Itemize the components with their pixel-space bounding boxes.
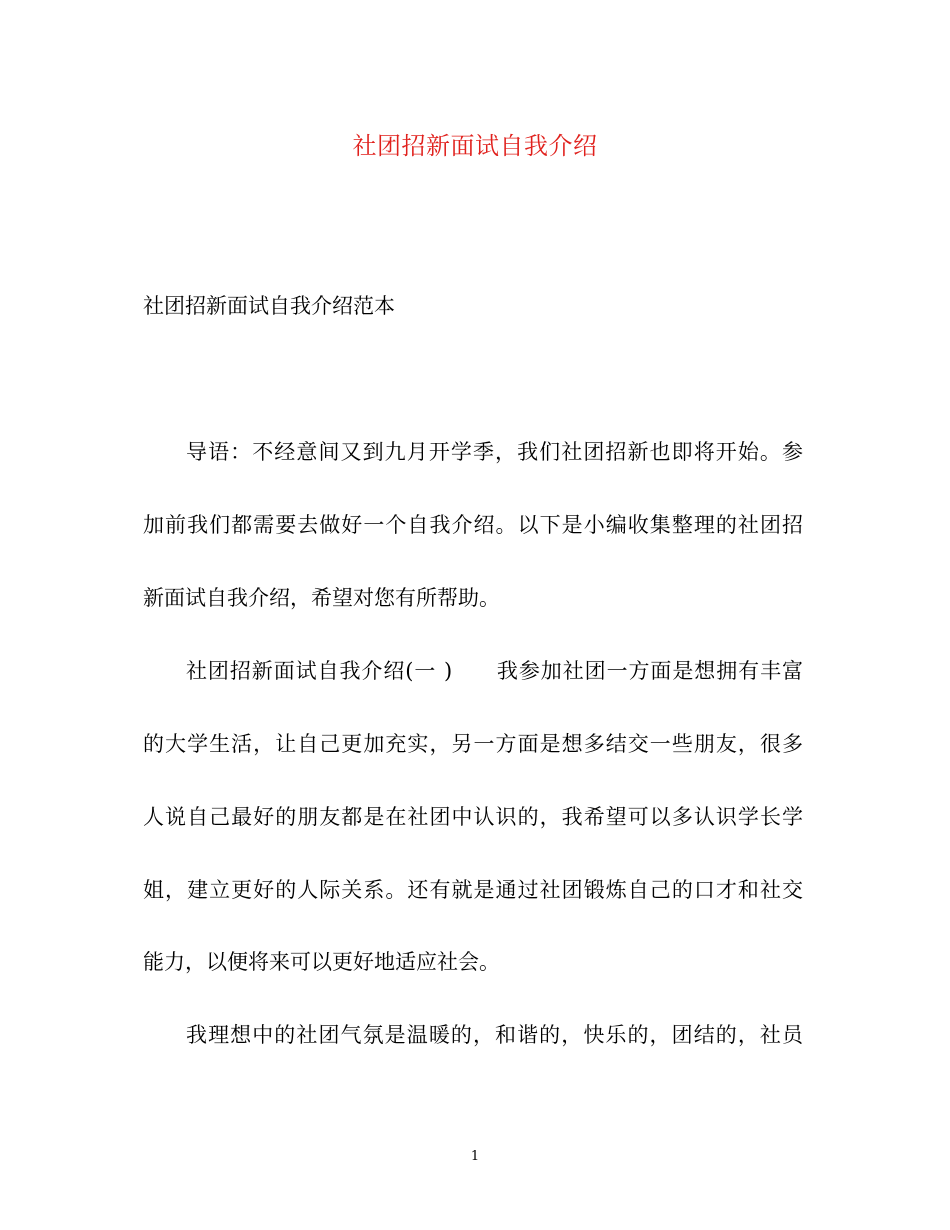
paragraph-line: 新面试自我介绍，希望对您有所帮助。	[143, 586, 500, 610]
paragraph-line: 社团招新面试自我介绍(一 ) 我参加社团一方面是想拥有丰富	[186, 659, 803, 683]
paragraph-line: 的大学生活，让自己更加充实，另一方面是想多结交一些朋友，很多	[143, 732, 803, 756]
paragraph-line: 能力，以便将来可以更好地适应社会。	[143, 950, 500, 974]
page-number: 1	[470, 1149, 480, 1164]
document-subtitle: 社团招新面试自我介绍范本	[143, 294, 395, 318]
paragraph-line: 姐，建立更好的人际关系。还有就是通过社团锻炼自己的口才和社交	[143, 878, 803, 902]
paragraph-line: 人说自己最好的朋友都是在社团中认识的，我希望可以多认识学长学	[143, 805, 803, 829]
paragraph-line: 我理想中的社团气氛是温暖的，和谐的，快乐的，团结的，社员	[186, 1023, 803, 1047]
paragraph-line: 导语：不经意间又到九月开学季，我们社团招新也即将开始。参	[186, 440, 803, 464]
paragraph-line: 加前我们都需要去做好一个自我介绍。以下是小编收集整理的社团招	[143, 513, 803, 537]
document-title: 社团招新面试自我介绍	[352, 132, 598, 160]
